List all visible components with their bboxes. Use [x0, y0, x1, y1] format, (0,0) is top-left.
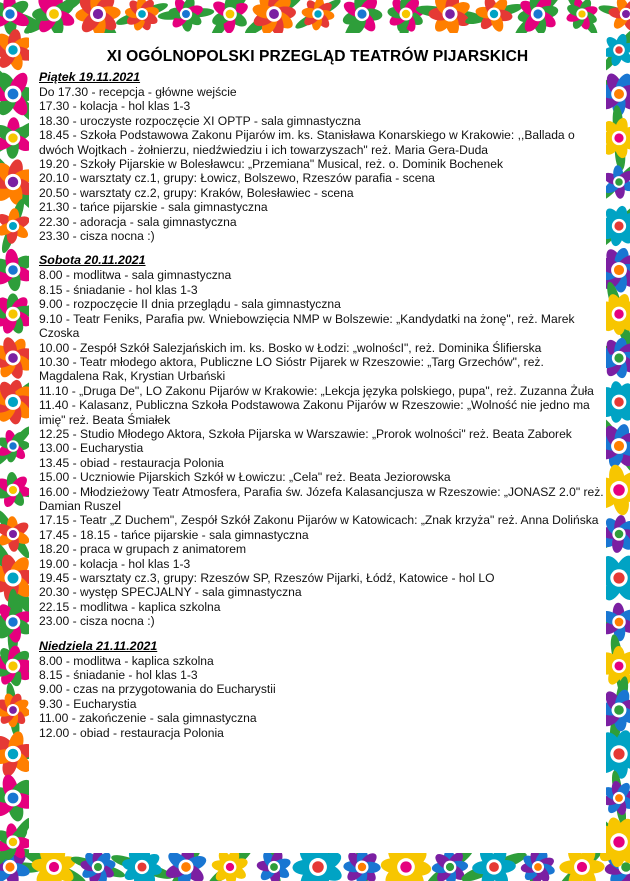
flower-center [533, 9, 542, 18]
flower-center [182, 10, 190, 18]
flower-center [613, 836, 624, 847]
flower-center [8, 749, 18, 759]
schedule-list [39, 70, 604, 750]
flower-center [138, 10, 146, 18]
flower-center [8, 397, 18, 407]
schedule-entry: 22.30 - adoracja - sala gimnastyczna [39, 214, 237, 229]
schedule-entry: 23.00 - cisza nocna :) [39, 614, 155, 629]
flower-center [226, 10, 235, 19]
schedule-entry: 11.00 - zakończenie - sala gimnastyczna [39, 711, 257, 726]
schedule-entry: 18.30 - uroczyste rozpoczęcie XI OPTP - sala gimnastyczna [39, 113, 361, 128]
schedule-entry: 12.00 - obiad - restauracja Polonia [39, 725, 224, 740]
flower-center [615, 178, 623, 186]
flower-center [614, 221, 623, 230]
flower-center [578, 10, 585, 17]
schedule-entry: 10.00 - Zespół Szkół Salezjańskich im. ks. Bosko w Łodzi: „wolnoścI", reż. Dominika Ślifierska [39, 340, 542, 355]
flower-center [613, 748, 624, 759]
day-section-sunday [39, 639, 604, 740]
flower-center [8, 177, 18, 187]
schedule-entry: 11.40 - Kalasanz, Publiczna Szkoła Podstawowa Zakonu Pijarów w Rzeszowie: „Wolność nie jedno ma imię" reż. Beata Śmiałek [39, 398, 590, 427]
flower-center [615, 618, 624, 627]
schedule-entry: 22.15 - modlitwa - kaplica szkolna [39, 599, 221, 614]
flower-center [8, 133, 17, 142]
flower-center [49, 862, 59, 872]
schedule-entry: 11.10 - „Druga De", LO Zakonu Pijarów w Krakowie: „Lekcja języka polskiego, pupa", reż. Zuzanna Żuła [39, 383, 594, 398]
schedule-entry: 9.00 - czas na przygotowania do Eucharystii [39, 682, 276, 697]
schedule-entry: 17.15 - Teatr „Z Duchem", Zespół Szkół Zakonu Pijarów w Katowicach: „Znak krzyża" reż. Anna Dolińska [39, 513, 599, 528]
schedule-sheet [29, 33, 606, 853]
flower-center [490, 10, 498, 18]
flower-center [93, 9, 103, 19]
flower-center [534, 863, 542, 871]
flower-center [357, 9, 366, 18]
schedule-entry: 19.20 - Szkoły Pijarskie w Bolesławcu: „Przemiana" Musical, reż. o. Dominik Bochenek [39, 157, 504, 172]
flower-center [446, 863, 454, 871]
flower-center [489, 862, 499, 872]
flower-center [615, 530, 624, 539]
day-heading: Piątek 19.11.2021 [39, 70, 141, 84]
flower-center [9, 530, 17, 538]
schedule-entry: 18.20 - praca w grupach z animatorem [39, 542, 247, 557]
flower-center [613, 572, 624, 583]
schedule-entry: 8.00 - modlitwa - sala gimnastyczna [39, 268, 232, 283]
flower-center [8, 661, 17, 670]
schedule-entry: 9.30 - Eucharystia [39, 696, 137, 711]
flower-center [49, 9, 59, 19]
schedule-entry: 8.15 - śniadanie - hol klas 1-3 [39, 282, 198, 297]
flower-center [270, 863, 278, 871]
flower-center [614, 353, 623, 362]
flower-center [358, 863, 366, 871]
flower-center [622, 10, 630, 18]
flower-center [94, 863, 102, 871]
flower-center [615, 794, 623, 802]
flower-center [9, 222, 17, 230]
schedule-entry: 20.50 - warsztaty cz.2, grupy: Kraków, Bolesławiec - scena [39, 185, 354, 200]
flower-center [613, 484, 625, 496]
schedule-entry: 17.30 - kolacja - hol klas 1-3 [39, 99, 191, 114]
schedule-entry: 15.00 - Uczniowie Pijarskich Szkół w Łowiczu: „Cela" reż. Beata Jeziorowska [39, 470, 451, 485]
schedule-entry: 20.30 - występ SPECJALNY - sala gimnastyczna [39, 585, 302, 600]
schedule-entry: 19.45 - warsztaty cz.3, grupy: Rzeszów SP, Rzeszów Pijarki, Łódź, Katowice - hol LO [39, 571, 495, 585]
flower-center [137, 862, 146, 871]
day-heading: Niedziela 21.11.2021 [39, 638, 158, 653]
schedule-entry: 19.00 - kolacja - hol klas 1-3 [39, 556, 191, 571]
flower-center [445, 9, 455, 19]
page-title: XI OGÓLNOPOLSKI PRZEGLĄD TEATRÓW PIJARSKICH [106, 48, 529, 65]
flower-center [614, 397, 623, 406]
flower-center [614, 89, 624, 99]
flower-center [8, 353, 18, 363]
flower-center [226, 863, 234, 871]
schedule-entry: 18.45 - Szkoła Podstawowa Zakonu Pijarów im. ks. Stanisława Konarskiego w Krakowie: ,,Ballada o dwóch Wojtkach - żołnierzu, niedźwiedziu i ich towarzyszach" reż. Maria Gera-Duda [39, 128, 575, 157]
schedule-entry: 21.30 - tańce pijarskie - sala gimnastyczna [39, 200, 268, 215]
day-heading: Sobota 20.11.2021 [39, 253, 146, 268]
schedule-entry: 8.15 - śniadanie - hol klas 1-3 [39, 668, 198, 683]
flower-center [8, 45, 17, 54]
schedule-entry: 8.00 - modlitwa - kaplica szkolna [39, 653, 214, 668]
schedule-entry: 23.30 - cisza nocna :) [39, 229, 155, 244]
schedule-entry: 10.30 - Teatr młodego aktora, Publiczne LO Sióstr Pijarek w Rzeszowie: „Targ Grzechów", reż. Magdalena Rak, Krystian Urbański [39, 354, 544, 384]
flower-center [181, 862, 191, 872]
flower-center [8, 309, 17, 318]
schedule-entry: 16.00 - Młodzieżowy Teatr Atmosfera, Parafia św. Józefa Kalasancjusza w Rzeszowie: „JONASZ 2.0" reż. Damian Ruszel [39, 484, 604, 513]
schedule-entry: 9.10 - Teatr Feniks, Parafia pw. Wniebowzięcia NMP w Bolszewie: „Kandydatki na żonę", reż. Marek Czoska [39, 311, 575, 341]
flower-center [614, 265, 624, 275]
flower-center [402, 10, 410, 18]
flower-center [400, 861, 411, 872]
schedule-entry: 12.25 - Studio Młodego Aktora, Szkoła Pijarska w Warszawie: „Prorok wolności" reż. Beata Zaborek [39, 426, 572, 441]
flower-center [614, 309, 623, 318]
schedule-entry: Do 17.30 - recepcja - główne wejście [39, 85, 237, 99]
flower-center [8, 617, 17, 626]
flower-center [5, 9, 14, 18]
schedule-entry: 20.10 - warsztaty cz.1, grupy: Łowicz, Bolszewo, Rzeszów parafia - scena [39, 171, 435, 186]
schedule-entry: 9.00 - rozpoczęcie II dnia przeglądu - sala gimnastyczna [39, 297, 341, 312]
flower-center [577, 862, 587, 872]
schedule-entry: 13.45 - obiad - restauracja Polonia [39, 455, 224, 470]
flower-center [614, 441, 624, 451]
flower-center [8, 573, 19, 584]
flower-center [269, 9, 279, 19]
schedule-entry: 17.45 - 18.15 - tańce pijarskie - sala gimnastyczna [39, 527, 309, 542]
flower-center [614, 133, 623, 142]
flower-center [312, 861, 323, 872]
flower-center [614, 705, 624, 715]
day-section-saturday [39, 253, 604, 628]
schedule-entry: 13.00 - Eucharystia [39, 441, 144, 456]
day-section-friday [39, 70, 604, 243]
flower-center [5, 862, 14, 871]
flower-center [8, 265, 18, 275]
flower-center [9, 442, 16, 449]
flower-center [8, 89, 19, 100]
flower-center [9, 706, 17, 714]
flower-center [9, 486, 17, 494]
flower-center [614, 661, 623, 670]
flower-center [9, 838, 17, 846]
flower-center [615, 46, 622, 53]
flower-center [8, 793, 19, 804]
flower-center [314, 10, 321, 17]
